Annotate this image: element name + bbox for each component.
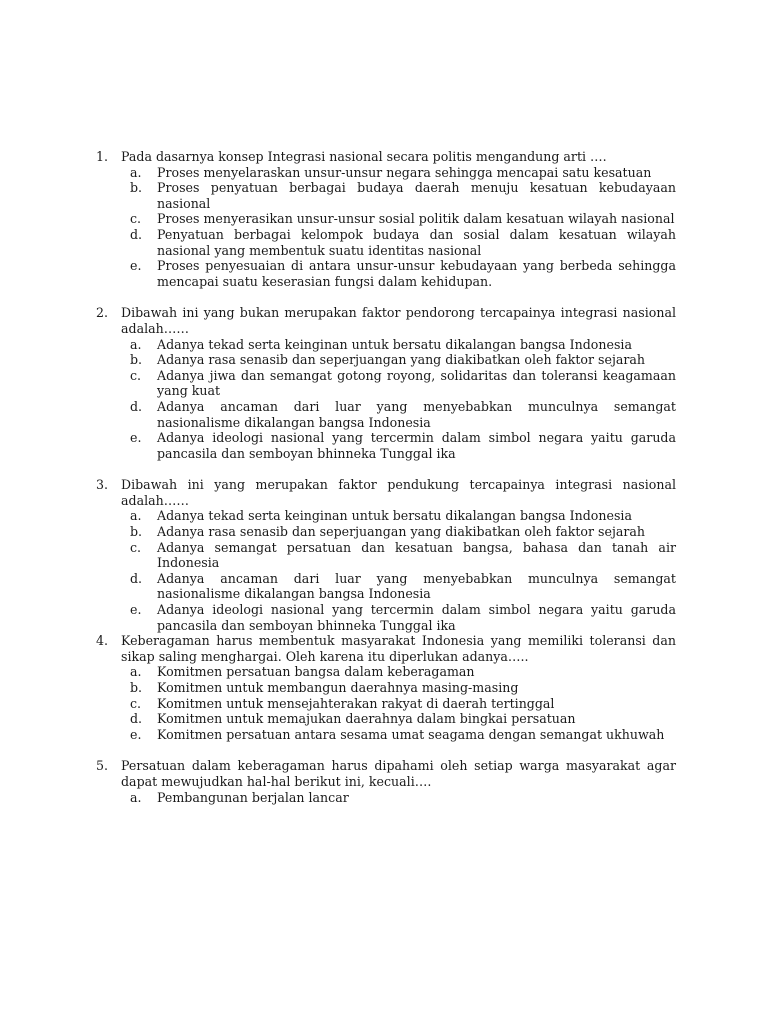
option-text: Penyatuan berbagai kelompok budaya dan sosial dalam kesatuan wilayah nasional yang membentuk suatu identitas nasional bbox=[157, 226, 676, 258]
option-c bbox=[121, 540, 676, 571]
option-d bbox=[121, 571, 676, 602]
option-letter: c. bbox=[130, 211, 142, 227]
option-text: Pembangunan berjalan lancar bbox=[157, 789, 349, 805]
option-text: Adanya rasa senasib dan seperjuangan yang diakibatkan oleh faktor sejarah bbox=[157, 524, 646, 540]
option-letter: a. bbox=[130, 164, 142, 180]
option-letter: c. bbox=[130, 539, 142, 555]
option-a bbox=[121, 790, 676, 806]
question-document bbox=[96, 149, 676, 805]
question-number: 5. bbox=[96, 758, 109, 774]
option-letter: d. bbox=[130, 226, 143, 242]
option-letter: d. bbox=[130, 711, 143, 727]
question-number: 3. bbox=[96, 477, 109, 493]
question-2 bbox=[96, 305, 676, 461]
option-list bbox=[121, 790, 676, 806]
question-1 bbox=[96, 149, 676, 289]
option-letter: a. bbox=[130, 789, 142, 805]
option-letter: b. bbox=[130, 352, 143, 368]
option-text: Adanya ancaman dari luar yang menyebabkan munculnya semangat nasionalisme dikalangan bangsa Indonesia bbox=[157, 570, 676, 602]
option-c bbox=[121, 368, 676, 399]
question-number: 4. bbox=[96, 633, 109, 649]
option-letter: d. bbox=[130, 570, 143, 586]
option-b bbox=[121, 680, 676, 696]
option-d bbox=[121, 711, 676, 727]
option-letter: e. bbox=[130, 726, 142, 742]
option-list bbox=[121, 337, 676, 462]
option-a bbox=[121, 337, 676, 353]
option-a bbox=[121, 508, 676, 524]
option-d bbox=[121, 399, 676, 430]
option-text: Adanya ancaman dari luar yang menyebabkan munculnya semangat nasionalisme dikalangan bangsa Indonesia bbox=[157, 398, 676, 430]
option-list bbox=[121, 508, 676, 633]
option-a bbox=[121, 664, 676, 680]
option-letter: b. bbox=[130, 680, 143, 695]
option-letter: e. bbox=[130, 430, 142, 446]
option-letter: c. bbox=[130, 367, 142, 383]
option-text: Komitmen persatuan antara sesama umat seagama dengan semangat ukhuwah bbox=[157, 726, 665, 742]
option-b bbox=[121, 180, 676, 211]
option-letter: b. bbox=[130, 180, 143, 196]
option-letter: b. bbox=[130, 524, 143, 540]
option-text: Komitmen untuk mensejahterakan rakyat di daerah tertinggal bbox=[157, 695, 555, 711]
question-4 bbox=[96, 633, 676, 742]
option-letter: c. bbox=[130, 695, 142, 711]
option-letter: e. bbox=[130, 602, 142, 618]
option-letter: d. bbox=[130, 398, 143, 414]
question-number: 2. bbox=[96, 305, 109, 321]
option-text: Adanya ideologi nasional yang tercermin dalam simbol negara yaitu garuda pancasila dan semboyan bhinneka Tunggal ika bbox=[157, 602, 676, 633]
question-text: Dibawah ini yang bukan merupakan faktor pendorong tercapainya integrasi nasional adalah…… bbox=[121, 305, 676, 336]
option-list bbox=[121, 165, 676, 290]
option-text: Proses penyatuan berbagai budaya daerah menuju kesatuan kebudayaan nasional bbox=[157, 180, 676, 211]
option-text: Adanya rasa senasib dan seperjuangan yang diakibatkan oleh faktor sejarah bbox=[157, 352, 646, 368]
question-3 bbox=[96, 477, 676, 633]
option-text: Proses penyesuaian di antara unsur-unsur kebudayaan yang berbeda sehingga mencapai suatu keserasian fungsi dalam kehidupan. bbox=[157, 258, 676, 289]
option-text: Komitmen untuk memajukan daerahnya dalam bingkai persatuan bbox=[157, 711, 576, 727]
option-letter: a. bbox=[130, 508, 142, 524]
option-text: Proses menyelaraskan unsur-unsur negara sehingga mencapai satu kesatuan bbox=[157, 164, 652, 180]
option-e bbox=[121, 258, 676, 289]
option-text: Proses menyerasikan unsur-unsur sosial politik dalam kesatuan wilayah nasional bbox=[157, 211, 675, 227]
option-list bbox=[121, 664, 676, 742]
question-text: Keberagaman harus membentuk masyarakat Indonesia yang memiliki toleransi dan sikap saling menghargai. Oleh karena itu diperlukan adanya….. bbox=[121, 633, 676, 664]
option-text: Adanya tekad serta keinginan untuk bersatu dikalangan bangsa Indonesia bbox=[157, 336, 632, 352]
option-b bbox=[121, 524, 676, 540]
option-d bbox=[121, 227, 676, 258]
question-number: 1. bbox=[96, 149, 109, 164]
option-b bbox=[121, 352, 676, 368]
question-text: Persatuan dalam keberagaman harus dipahami oleh setiap warga masyarakat agar dapat mewujudkan hal-hal berikut ini, kecuali…. bbox=[121, 758, 676, 789]
option-text: Komitmen untuk membangun daerahnya masing-masing bbox=[157, 680, 519, 695]
option-letter: a. bbox=[130, 336, 142, 352]
option-letter: e. bbox=[130, 258, 142, 274]
option-text: Adanya tekad serta keinginan untuk bersatu dikalangan bangsa Indonesia bbox=[157, 508, 632, 524]
question-5 bbox=[96, 758, 676, 805]
option-c bbox=[121, 696, 676, 712]
option-e bbox=[121, 430, 676, 461]
option-letter: a. bbox=[130, 664, 142, 680]
option-e bbox=[121, 727, 676, 743]
option-text: Adanya ideologi nasional yang tercermin dalam simbol negara yaitu garuda pancasila dan semboyan bhinneka Tunggal ika bbox=[157, 430, 676, 461]
option-c bbox=[121, 211, 676, 227]
option-e bbox=[121, 602, 676, 633]
option-text: Adanya semangat persatuan dan kesatuan bangsa, bahasa dan tanah air Indonesia bbox=[157, 539, 676, 571]
option-text: Adanya jiwa dan semangat gotong royong, solidaritas dan toleransi keagamaan yang kuat bbox=[157, 367, 676, 399]
question-text: Dibawah ini yang merupakan faktor pendukung tercapainya integrasi nasional adalah…… bbox=[121, 477, 676, 508]
option-text: Komitmen persatuan bangsa dalam keberagaman bbox=[157, 664, 475, 680]
question-text: Pada dasarnya konsep Integrasi nasional secara politis mengandung arti …. bbox=[121, 149, 607, 164]
option-a bbox=[121, 165, 676, 181]
